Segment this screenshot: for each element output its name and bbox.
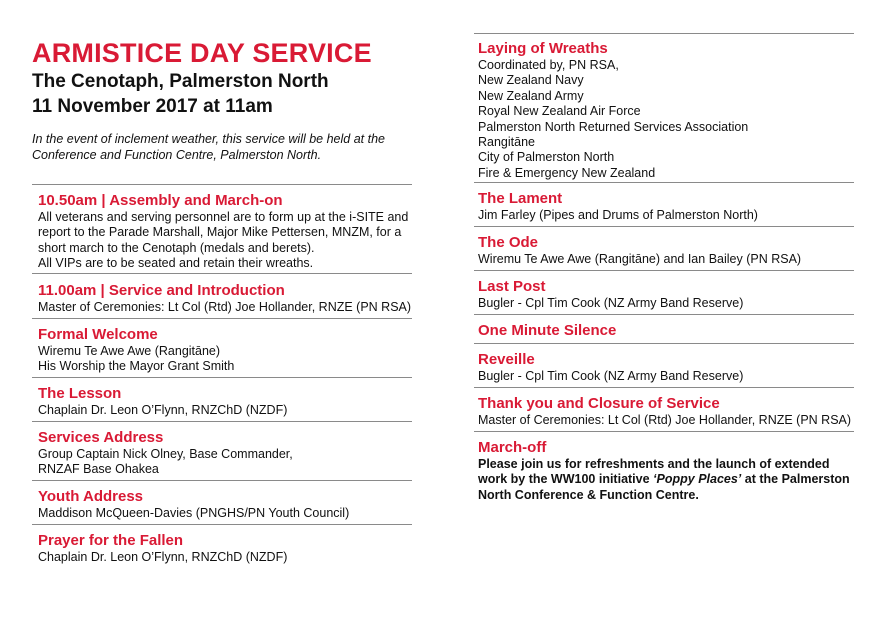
divider <box>474 270 854 271</box>
section-line: Group Captain Nick Olney, Base Commander, <box>38 447 293 461</box>
section-line: His Worship the Mayor Grant Smith <box>38 359 235 374</box>
section-heading: March-off <box>478 439 547 456</box>
section-line: Wiremu Te Awe Awe (Rangitāne) and Ian Bailey (PN RSA) <box>478 252 802 266</box>
section-service-intro <box>38 282 411 315</box>
divider <box>474 182 854 183</box>
section-prayer-fallen <box>38 532 287 565</box>
section-line: Please join us for refreshments and the launch of extended <box>478 457 830 471</box>
divider <box>32 377 412 378</box>
section-heading: Last Post <box>478 278 546 295</box>
section-line: New Zealand Army <box>478 88 584 103</box>
section-line: Coordinated by, PN RSA, <box>478 58 619 72</box>
section-march-off <box>478 439 850 503</box>
date-subtitle: 11 November 2017 at 11am <box>32 96 273 117</box>
section-heading: Prayer for the Fallen <box>38 532 184 549</box>
section-heading: Thank you and Closure of Service <box>478 395 720 412</box>
section-heading: 10.50am | Assembly and March-on <box>38 192 283 209</box>
divider <box>474 226 854 227</box>
page-title: ARMISTICE DAY SERVICE <box>32 38 372 68</box>
divider <box>474 33 854 34</box>
divider <box>32 421 412 422</box>
section-laying-wreaths <box>478 40 748 181</box>
section-line: New Zealand Navy <box>478 73 584 88</box>
section-line: Bugler - Cpl Tim Cook (NZ Army Band Reserve) <box>478 296 744 310</box>
section-line: All veterans and serving personnel are to form up at the i-SITE and <box>38 210 409 224</box>
divider <box>32 480 412 481</box>
divider <box>32 524 412 525</box>
divider <box>474 343 854 344</box>
section-heading: Services Address <box>38 429 164 446</box>
section-reveille <box>478 351 743 384</box>
section-heading: Laying of Wreaths <box>478 40 608 57</box>
section-line <box>478 472 850 487</box>
section-services-address <box>38 429 293 478</box>
section-line: Master of Ceremonies: Lt Col (Rtd) Joe Hollander, RNZE (PN RSA) <box>38 300 412 314</box>
poppy-places-highlight: ‘Poppy Places’ <box>653 472 742 487</box>
section-assembly <box>38 192 408 272</box>
section-minute-silence <box>478 322 616 340</box>
section-line: RNZAF Base Ohakea <box>38 462 159 477</box>
section-line: Jim Farley (Pipes and Drums of Palmerston North) <box>478 208 758 222</box>
divider <box>474 314 854 315</box>
section-line: Bugler - Cpl Tim Cook (NZ Army Band Reserve) <box>478 369 744 383</box>
divider <box>32 184 412 185</box>
section-heading: Youth Address <box>38 488 144 505</box>
section-line: Rangitāne <box>478 135 535 150</box>
section-heading: One Minute Silence <box>478 322 617 339</box>
section-line: report to the Parade Marshall, Major Mike Pettersen, MNZM, for a <box>38 225 402 240</box>
section-line: North Conference & Function Centre. <box>478 487 699 502</box>
section-last-post <box>478 278 743 311</box>
section-the-lament <box>478 190 758 223</box>
divider <box>32 318 412 319</box>
section-line: Master of Ceremonies: Lt Col (Rtd) Joe Hollander, RNZE (PN RSA) <box>478 413 852 427</box>
section-heading: The Ode <box>478 234 539 251</box>
section-heading: The Lament <box>478 190 563 207</box>
section-heading: The Lesson <box>38 385 122 402</box>
weather-note: In the event of inclement weather, this service will be held at the Conference and Function Centre, Palmerston North. <box>32 132 385 162</box>
section-heading: Formal Welcome <box>38 326 158 343</box>
section-line: All VIPs are to be seated and retain their wreaths. <box>38 256 314 271</box>
section-heading: Reveille <box>478 351 535 368</box>
section-youth-address <box>38 488 349 521</box>
section-closure <box>478 395 851 428</box>
section-line: Fire & Emergency New Zealand <box>478 165 656 180</box>
section-line: Chaplain Dr. Leon O’Flynn, RNZChD (NZDF) <box>38 550 288 564</box>
divider <box>474 387 854 388</box>
venue-subtitle: The Cenotaph, Palmerston North <box>32 71 329 92</box>
section-line: short march to the Cenotaph (medals and berets). <box>38 240 315 255</box>
text-span: work by the WW100 initiative <box>478 472 654 487</box>
section-formal-welcome <box>38 326 234 375</box>
section-line: Chaplain Dr. Leon O’Flynn, RNZChD (NZDF) <box>38 403 288 417</box>
section-line: Wiremu Te Awe Awe (Rangitāne) <box>38 344 221 358</box>
section-line: Maddison McQueen-Davies (PNGHS/PN Youth Council) <box>38 506 350 520</box>
section-line: Palmerston North Returned Services Association <box>478 119 749 134</box>
section-heading: 11.00am | Service and Introduction <box>38 282 285 299</box>
divider <box>474 431 854 432</box>
section-line: Royal New Zealand Air Force <box>478 104 641 119</box>
section-the-lesson <box>38 385 287 418</box>
section-line: City of Palmerston North <box>478 150 615 165</box>
section-the-ode <box>478 234 801 267</box>
divider <box>32 273 412 274</box>
text-span: at the Palmerston <box>741 472 850 487</box>
